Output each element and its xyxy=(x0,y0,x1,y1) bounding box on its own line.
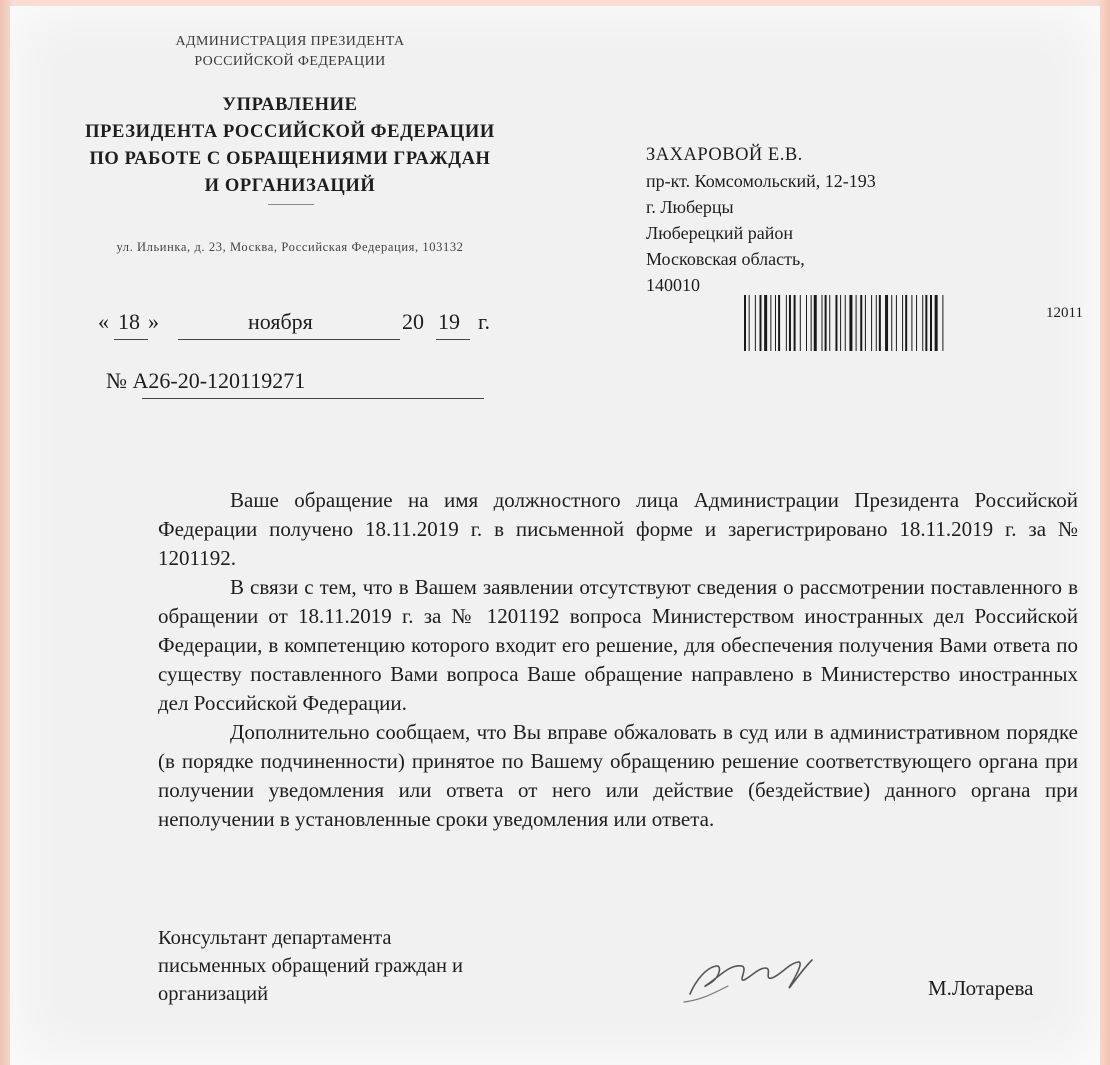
addressee-name: ЗАХАРОВОЙ Е.В. xyxy=(646,145,803,165)
letter-sheet xyxy=(10,6,1100,1065)
department-line: УПРАВЛЕНИЕ xyxy=(222,95,358,115)
year-underline xyxy=(436,339,470,340)
date-day: 18 xyxy=(118,309,140,334)
signer-name: М.Лотарева xyxy=(928,976,1034,1000)
addressee-block xyxy=(646,142,966,298)
addressee-line: г. Люберцы xyxy=(646,197,734,217)
body-paragraph: В связи с тем, что в Вашем заявлении отсутствуют сведения о рассмотрении поставленного в обращении от 18.11.2019 г. за № 1201192 вопроса Министерством иностранных дел Российской Федерации, в компетенцию которого входит его решение, для обеспечения получения Вами ответа по существу поставленного Вами вопроса Ваше обращение направлено в Министерство иностранных дел Российской Федерации. xyxy=(158,575,1078,715)
date-close-quote: » xyxy=(148,309,159,334)
reference-prefix: № xyxy=(106,368,127,393)
signer-title xyxy=(158,924,578,1008)
signer-title-line: Консультант департамента xyxy=(158,927,392,949)
addressee-line: 140010 xyxy=(646,275,700,295)
date-year-suffix: 19 xyxy=(438,309,460,334)
reference-number xyxy=(106,368,486,402)
body-paragraph: Ваше обращение на имя должностного лица Администрации Президента Российской Федерации получено 18.11.2019 г. в письменной форме и зарегистрировано 18.11.2019 г. за № 1201192. xyxy=(158,488,1078,570)
date-month: ноября xyxy=(248,309,313,334)
administration-line: РОССИЙСКОЙ ФЕДЕРАЦИИ xyxy=(194,54,386,69)
administration-line: АДМИНИСТРАЦИЯ ПРЕЗИДЕНТА xyxy=(175,34,405,49)
date-year-prefix: 20 xyxy=(402,309,424,334)
letter-date xyxy=(88,309,518,343)
department-header xyxy=(70,92,510,200)
handwritten-signature xyxy=(672,942,832,1012)
header-divider xyxy=(268,204,314,205)
signer-title-line: организаций xyxy=(158,983,269,1005)
letter-body xyxy=(158,486,1078,834)
reference-value: А26-20-120119271 xyxy=(132,368,306,393)
signer-title-line: письменных обращений граждан и xyxy=(158,955,464,977)
administration-header xyxy=(130,32,450,72)
sender-address: ул. Ильинка, д. 23, Москва, Российская Федерация, 103132 xyxy=(116,240,464,254)
addressee-line: Люберецкий район xyxy=(646,223,793,243)
department-line: И ОРГАНИЗАЦИЙ xyxy=(204,176,376,196)
day-underline xyxy=(114,339,148,340)
department-line: ПРЕЗИДЕНТА РОССИЙСКОЙ ФЕДЕРАЦИИ xyxy=(85,122,495,142)
reference-underline xyxy=(142,398,484,399)
date-year-mark: г. xyxy=(478,309,491,334)
department-line: ПО РАБОТЕ С ОБРАЩЕНИЯМИ ГРАЖДАН xyxy=(89,149,491,169)
date-open-quote: « xyxy=(98,309,109,334)
body-paragraph: Дополнительно сообщаем, что Вы вправе обжаловать в суд или в административном порядке (в порядке подчиненности) принятое по Вашему обращению решение соответствующего органа при получении уведомления или ответа от него или действие (бездействие) данного органа при неполучении в установленные сроки уведомления или ответа. xyxy=(158,720,1078,831)
barcode-image xyxy=(744,295,1040,351)
barcode-number: 12011 xyxy=(1046,305,1083,321)
month-underline xyxy=(178,339,400,340)
addressee-line: пр-кт. Комсомольский, 12-193 xyxy=(646,171,876,191)
addressee-line: Московская область, xyxy=(646,249,805,269)
